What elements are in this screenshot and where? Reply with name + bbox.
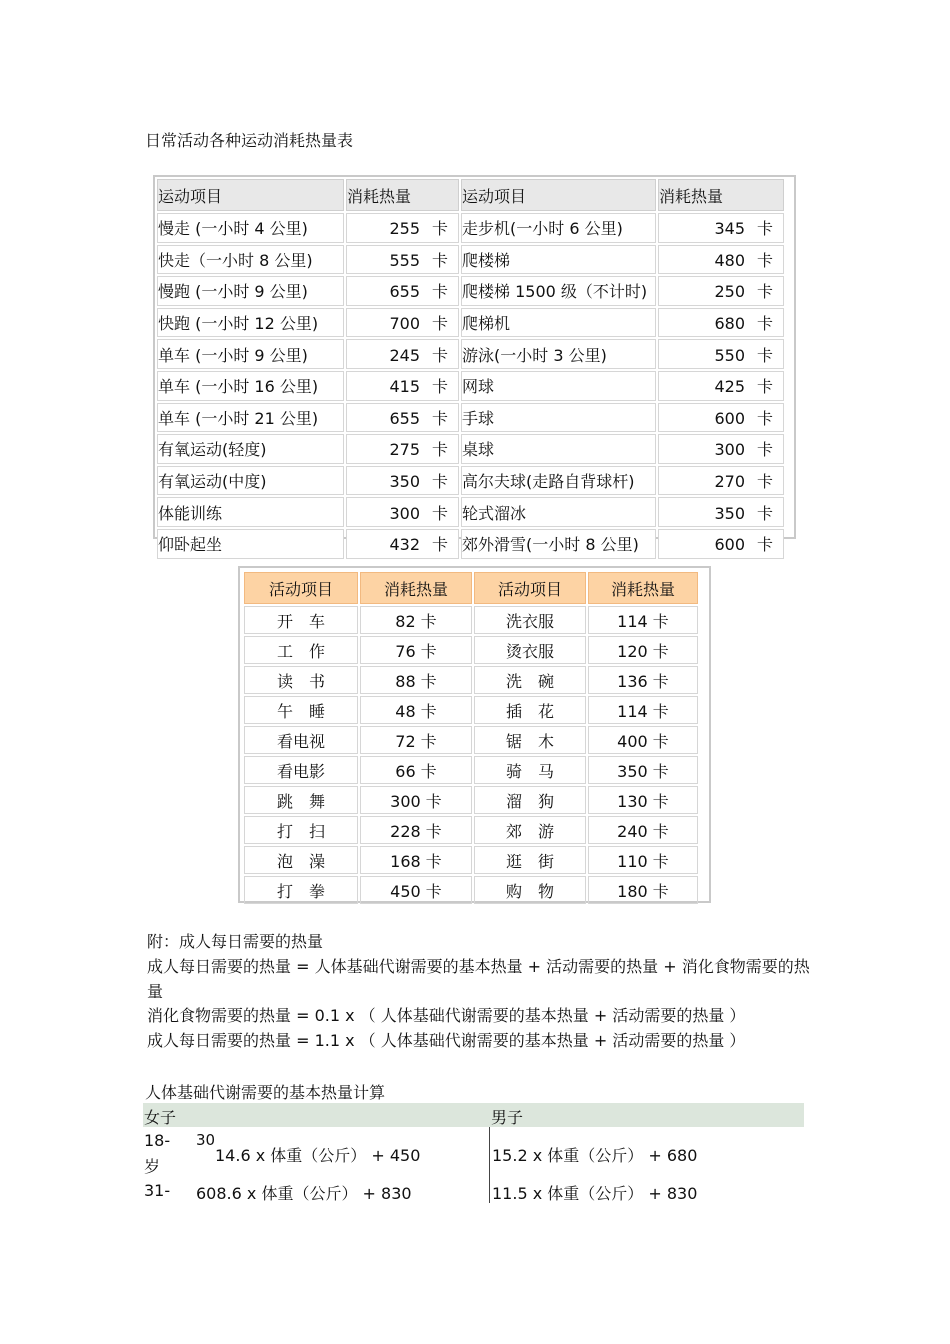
calorie-cell: 255 卡 [346, 213, 459, 243]
activity-cell: 有氧运动(中度) [157, 466, 344, 496]
table-row [157, 529, 784, 559]
age-range-start: 18- [144, 1131, 171, 1150]
table-row [157, 434, 784, 464]
calorie-cell: 270 卡 [658, 466, 784, 496]
table-row [244, 846, 698, 874]
activity-cell: 锯 木 [474, 726, 586, 754]
calorie-cell: 130 卡 [588, 786, 698, 814]
table-row [157, 308, 784, 338]
activity-cell: 爬梯机 [461, 308, 656, 338]
activity-cell: 爬楼梯 [461, 245, 656, 275]
calorie-cell: 114 卡 [588, 606, 698, 634]
table-row [157, 497, 784, 527]
age-range-end: 30 [196, 1131, 216, 1149]
calorie-cell: 66 卡 [360, 756, 472, 784]
table-row [244, 876, 698, 904]
activity-cell: 插 花 [474, 696, 586, 724]
calorie-cell: 550 卡 [658, 339, 784, 369]
table-row [244, 726, 698, 754]
activity-cell: 骑 马 [474, 756, 586, 784]
calorie-cell: 180 卡 [588, 876, 698, 904]
calorie-cell: 245 卡 [346, 339, 459, 369]
note-formula-total: 成人每日需要的热量 = 人体基础代谢需要的基本热量 + 活动需要的热量 + 消化食物需要的热量 [147, 956, 810, 1001]
calorie-cell: 680 卡 [658, 308, 784, 338]
calorie-cell: 700 卡 [346, 308, 459, 338]
bmr-header-row [143, 1103, 804, 1127]
age-unit: 岁 [144, 1157, 161, 1176]
calorie-cell: 415 卡 [346, 371, 459, 401]
exercise-calorie-table [153, 175, 796, 555]
table-row [244, 636, 698, 664]
activity-cell: 开 车 [244, 606, 358, 634]
activity-cell: 读 书 [244, 666, 358, 694]
calorie-cell: 136 卡 [588, 666, 698, 694]
male-label: 男子 [491, 1108, 524, 1127]
activity-cell: 单车 (一小时 21 公里) [157, 403, 344, 433]
age-range-start: 31- [144, 1181, 171, 1200]
calorie-cell: 275 卡 [346, 434, 459, 464]
calorie-cell: 114 卡 [588, 696, 698, 724]
activity-cell: 看电影 [244, 756, 358, 784]
notes-section [147, 930, 817, 1054]
calorie-cell: 228 卡 [360, 816, 472, 844]
activity-cell: 跳 舞 [244, 786, 358, 814]
table-row [157, 276, 784, 306]
calorie-cell: 72 卡 [360, 726, 472, 754]
activity-cell: 郊 游 [474, 816, 586, 844]
activity-cell: 打 扫 [244, 816, 358, 844]
activity-cell: 体能训练 [157, 497, 344, 527]
header-cell: 消耗热量 [588, 572, 698, 604]
calorie-cell: 76 卡 [360, 636, 472, 664]
table-row [157, 403, 784, 433]
activity-cell: 高尔夫球(走路自背球杆) [461, 466, 656, 496]
header-cell: 消耗热量 [658, 179, 784, 211]
activity-cell: 单车 (一小时 16 公里) [157, 371, 344, 401]
table-header-row [157, 179, 784, 211]
activity-cell: 手球 [461, 403, 656, 433]
calorie-cell: 555 卡 [346, 245, 459, 275]
calorie-cell: 300 卡 [360, 786, 472, 814]
calorie-cell: 480 卡 [658, 245, 784, 275]
activity-cell: 有氧运动(轻度) [157, 434, 344, 464]
activity-cell: 看电视 [244, 726, 358, 754]
table-row [157, 466, 784, 496]
female-formula: 608.6 x 体重（公斤） + 830 [196, 1184, 412, 1203]
activity-cell: 慢跑 (一小时 9 公里) [157, 276, 344, 306]
table-row [157, 245, 784, 275]
male-formula: 15.2 x 体重（公斤） + 680 [492, 1146, 698, 1165]
calorie-cell: 88 卡 [360, 666, 472, 694]
calorie-cell: 655 卡 [346, 276, 459, 306]
activity-cell: 洗衣服 [474, 606, 586, 634]
activity-cell: 单车 (一小时 9 公里) [157, 339, 344, 369]
female-label: 女子 [144, 1108, 177, 1127]
table-header-row [244, 572, 698, 604]
header-cell: 活动项目 [474, 572, 586, 604]
activity-cell: 工 作 [244, 636, 358, 664]
calorie-cell: 432 卡 [346, 529, 459, 559]
header-cell: 活动项目 [244, 572, 358, 604]
note-formula-digestion: 消化食物需要的热量 = 0.1 x （ 人体基础代谢需要的基本热量 + 活动需要的热量 ） [147, 1006, 746, 1026]
header-cell: 运动项目 [157, 179, 344, 211]
activity-cell: 溜 狗 [474, 786, 586, 814]
calorie-cell: 250 卡 [658, 276, 784, 306]
activity-cell: 桌球 [461, 434, 656, 464]
note-heading: 附：成人每日需要的热量 [147, 932, 324, 951]
calorie-cell: 168 卡 [360, 846, 472, 874]
calorie-cell: 110 卡 [588, 846, 698, 874]
note-formula-simplified: 成人每日需要的热量 = 1.1 x （ 人体基础代谢需要的基本热量 + 活动需要的热量 ） [147, 1031, 746, 1051]
bmr-table [143, 1103, 804, 1203]
table-row [244, 816, 698, 844]
calorie-cell: 300 卡 [346, 497, 459, 527]
activity-cell: 烫衣服 [474, 636, 586, 664]
activity-cell: 购 物 [474, 876, 586, 904]
activity-cell: 爬楼梯 1500 级（不计时) [461, 276, 656, 306]
calorie-cell: 345 卡 [658, 213, 784, 243]
calorie-cell: 350 卡 [588, 756, 698, 784]
activity-cell: 游泳(一小时 3 公里) [461, 339, 656, 369]
activity-cell: 快跑 (一小时 12 公里) [157, 308, 344, 338]
table-row [244, 666, 698, 694]
activity-cell: 网球 [461, 371, 656, 401]
activity-cell: 洗 碗 [474, 666, 586, 694]
column-divider [489, 1127, 490, 1203]
activity-cell: 逛 街 [474, 846, 586, 874]
activity-cell: 打 拳 [244, 876, 358, 904]
table-row [157, 371, 784, 401]
calorie-cell: 82 卡 [360, 606, 472, 634]
bmr-title: 人体基础代谢需要的基本热量计算 [145, 1083, 386, 1102]
daily-activity-calorie-table [238, 566, 711, 903]
activity-cell: 郊外滑雪(一小时 8 公里) [461, 529, 656, 559]
calorie-cell: 425 卡 [658, 371, 784, 401]
activity-cell: 走步机(一小时 6 公里) [461, 213, 656, 243]
table-row [157, 213, 784, 243]
activity-cell: 泡 澡 [244, 846, 358, 874]
calorie-cell: 120 卡 [588, 636, 698, 664]
activity-cell: 仰卧起坐 [157, 529, 344, 559]
table-row [244, 696, 698, 724]
activity-cell: 午 睡 [244, 696, 358, 724]
activity-cell: 轮式溜冰 [461, 497, 656, 527]
activity-cell: 快走（一小时 8 公里) [157, 245, 344, 275]
page-title: 日常活动各种运动消耗热量表 [145, 131, 354, 150]
table-row [244, 606, 698, 634]
calorie-cell: 450 卡 [360, 876, 472, 904]
header-cell: 消耗热量 [360, 572, 472, 604]
calorie-cell: 240 卡 [588, 816, 698, 844]
table-row [244, 756, 698, 784]
calorie-cell: 600 卡 [658, 529, 784, 559]
activity-cell: 慢走 (一小时 4 公里) [157, 213, 344, 243]
table-row [244, 786, 698, 814]
table-row [157, 339, 784, 369]
calorie-cell: 400 卡 [588, 726, 698, 754]
calorie-cell: 48 卡 [360, 696, 472, 724]
female-formula: 14.6 x 体重（公斤） + 450 [215, 1146, 421, 1165]
header-cell: 运动项目 [461, 179, 656, 211]
calorie-cell: 300 卡 [658, 434, 784, 464]
calorie-cell: 350 卡 [346, 466, 459, 496]
calorie-cell: 655 卡 [346, 403, 459, 433]
male-formula: 11.5 x 体重（公斤） + 830 [492, 1184, 698, 1203]
calorie-cell: 600 卡 [658, 403, 784, 433]
calorie-cell: 350 卡 [658, 497, 784, 527]
header-cell: 消耗热量 [346, 179, 459, 211]
